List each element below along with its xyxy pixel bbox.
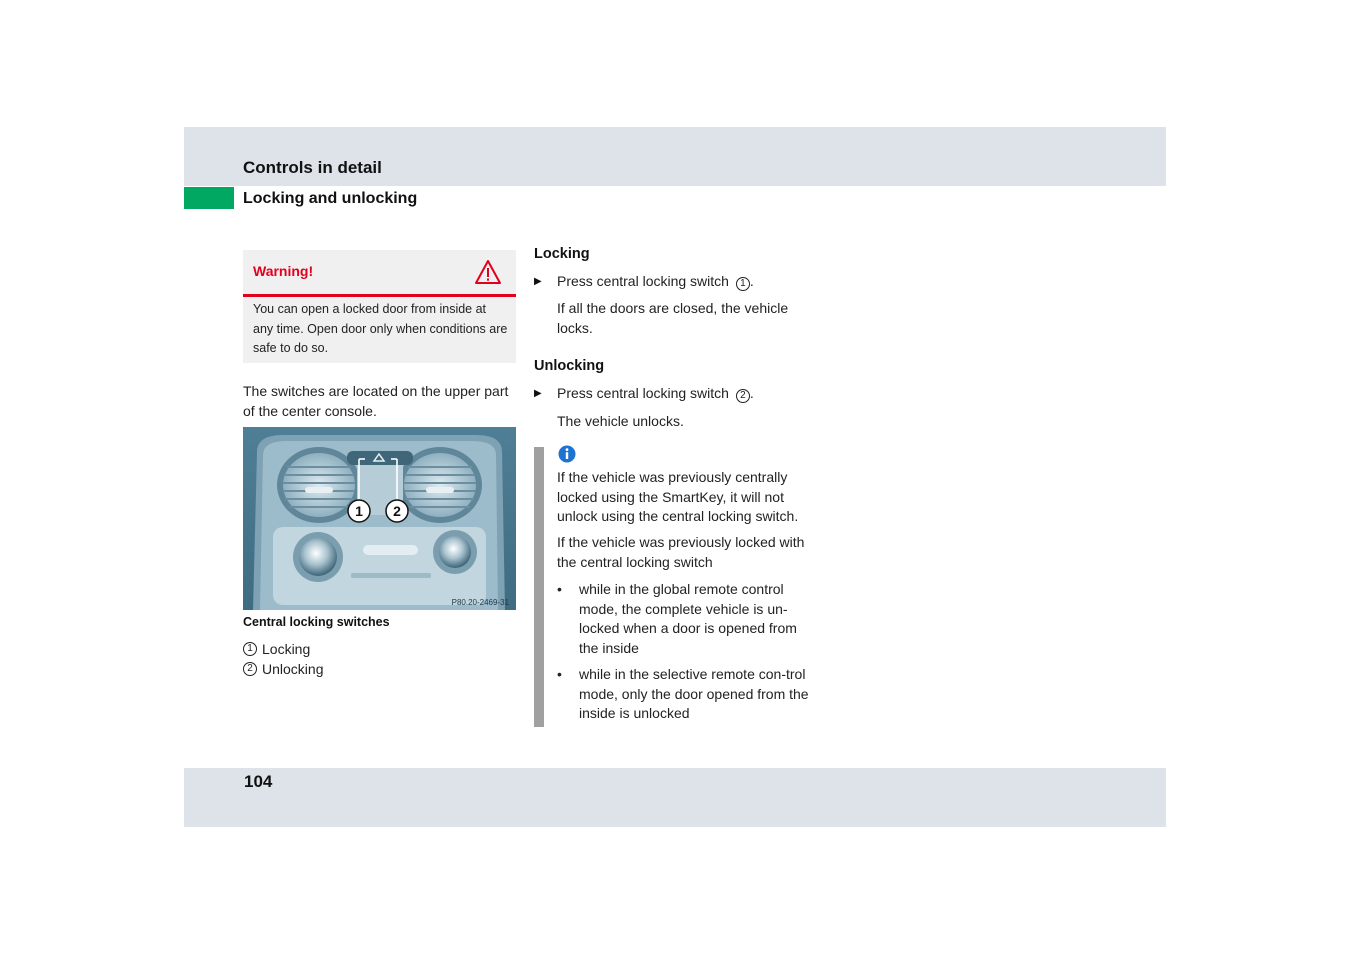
step-arrow-icon: ▶ [534,276,542,287]
bullet-dot: • [557,666,562,682]
figure-caption: Central locking switches [243,615,390,629]
center-console-photo [243,427,516,610]
step-text: Press central locking switch [557,273,729,289]
warning-header [243,250,516,297]
section-tab-marker [184,187,234,209]
step-arrow-icon: ▶ [534,388,542,399]
figure-legend [243,639,503,679]
warning-triangle-icon [474,259,502,285]
unlocking-step [534,384,814,404]
warning-label: Warning! [253,263,314,279]
legend-label: Unlocking [262,661,324,677]
warning-text: You can open a locked door from inside at any time. Open door only when conditions are safe to do so. [253,302,508,355]
switch-number: 2 [736,389,750,403]
unlocking-heading: Unlocking [534,358,605,374]
step-text: Press central locking switch [557,385,729,401]
legend-item-unlocking [243,659,503,679]
locking-step [534,272,814,292]
switch-number: 1 [736,277,750,291]
info-paragraph-1: If the vehicle was previously centrally locked using the SmartKey, it will not unlock using the central locking switch. [557,469,799,524]
info-bullet-1 [557,580,809,658]
intro-text: The switches are located on the upper part of the center console. [243,383,509,419]
unlocking-result: The vehicle unlocks. [557,413,684,429]
callout-2: 2 [393,503,401,519]
locking-heading: Locking [534,246,590,262]
bullet-text: while in the global remote control mode, the complete vehicle is un-locked when a door is opened from the inside [579,581,797,656]
subsection-title: Locking and unlocking [243,190,418,207]
info-bullet-2 [557,665,809,724]
step-suffix: . [749,385,754,401]
locking-result: If all the doors are closed, the vehicle locks. [557,300,789,336]
warning-box [243,250,516,363]
figure-code: P80.20-2469-31 [451,598,509,607]
info-icon [558,445,576,463]
step-suffix: . [749,273,754,289]
legend-label: Locking [262,641,311,657]
page-number: 104 [244,772,273,791]
info-sidebar [534,447,544,727]
legend-number: 2 [243,662,257,676]
legend-item-locking [243,639,503,659]
section-title: Controls in detail [243,158,382,177]
bullet-dot: • [557,581,562,597]
footer-band [184,768,1166,827]
info-paragraph-2: If the vehicle was previously locked with the central locking switch [557,534,805,570]
legend-number: 1 [243,642,257,656]
bullet-text: while in the selective remote con-trol mode, only the door opened from the inside is unlocked [579,666,809,721]
callout-1: 1 [355,503,363,519]
